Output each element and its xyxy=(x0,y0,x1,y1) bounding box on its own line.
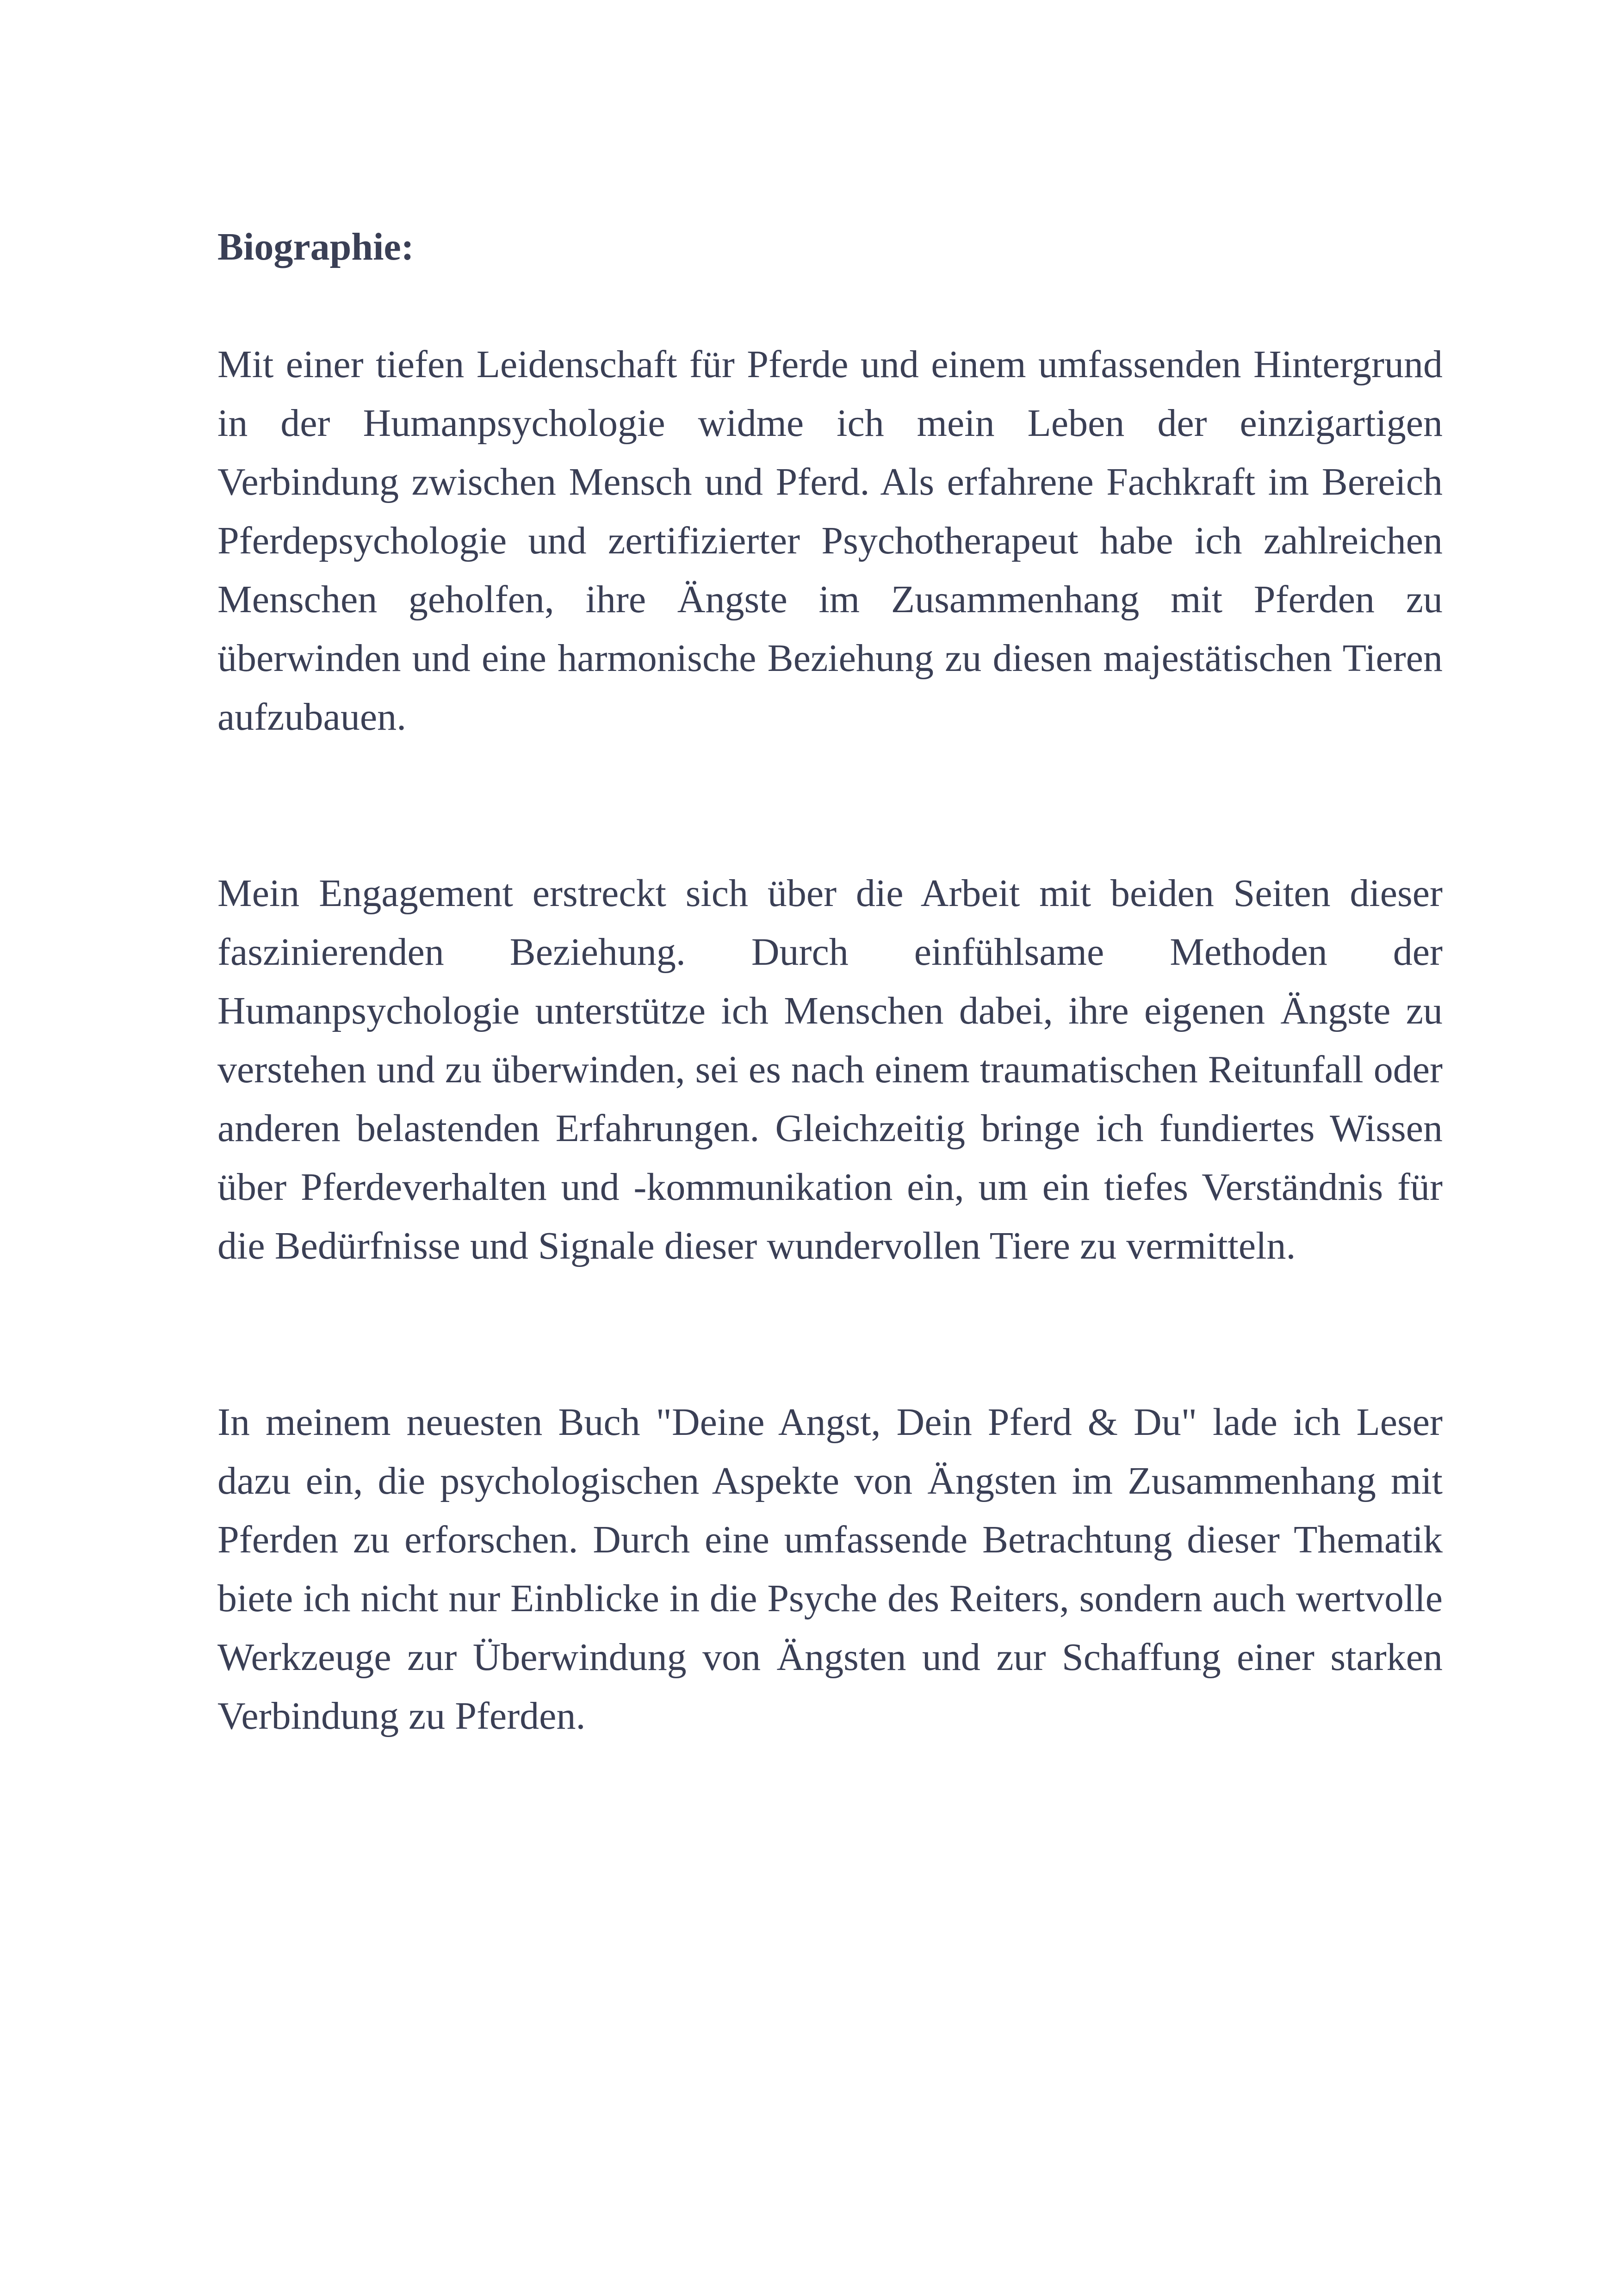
paragraph-spacer xyxy=(217,746,1443,864)
paragraph-1: Mit einer tiefen Leidenschaft für Pferde und einem umfassenden Hintergrund in der Humanpsychologie widme ich mein Leben der einzigartigen Verbindung zwischen Mensch und Pferd. Als erfahrene Fachkraft im Bereich Pferdepsychologie und zertifizierter Psychotherapeut habe ich zahlreichen Menschen geholfen, ihre Ängste im Zusammenhang mit Pferden zu überwinden und eine harmonische Beziehung zu diesen majestätischen Tieren aufzubauen. xyxy=(217,343,1443,738)
paragraph-spacer xyxy=(217,1275,1443,1393)
paragraph-3: In meinem neuesten Buch "Deine Angst, Dein Pferd & Du" lade ich Leser dazu ein, die psychologischen Aspekte von Ängsten im Zusammenhang mit Pferden zu erforschen. Durch eine umfassende Betrachtung dieser Thematik biete ich nicht nur Einblicke in die Psyche des Reiters, sondern auch wertvolle Werkzeuge zur Überwindung von Ängsten und zur Schaffung einer starken Verbindung zu Pferden. xyxy=(217,1401,1443,1738)
document-body xyxy=(217,217,1443,1745)
paragraph-2: Mein Engagement erstreckt sich über die Arbeit mit beiden Seiten dieser faszinierenden Beziehung. Durch einfühlsame Methoden der Humanpsychologie unterstütze ich Menschen dabei, ihre eigenen Ängste zu verstehen und zu überwinden, sei es nach einem traumatischen Reitunfall oder anderen belastenden Erfahrungen. Gleichzeitig bringe ich fundiertes Wissen über Pferdeverhalten und -kommunikation ein, um ein tiefes Verständnis für die Bedürfnisse und Signale dieser wundervollen Tiere zu vermitteln. xyxy=(217,872,1443,1267)
page-title: Biographie: xyxy=(217,225,414,268)
